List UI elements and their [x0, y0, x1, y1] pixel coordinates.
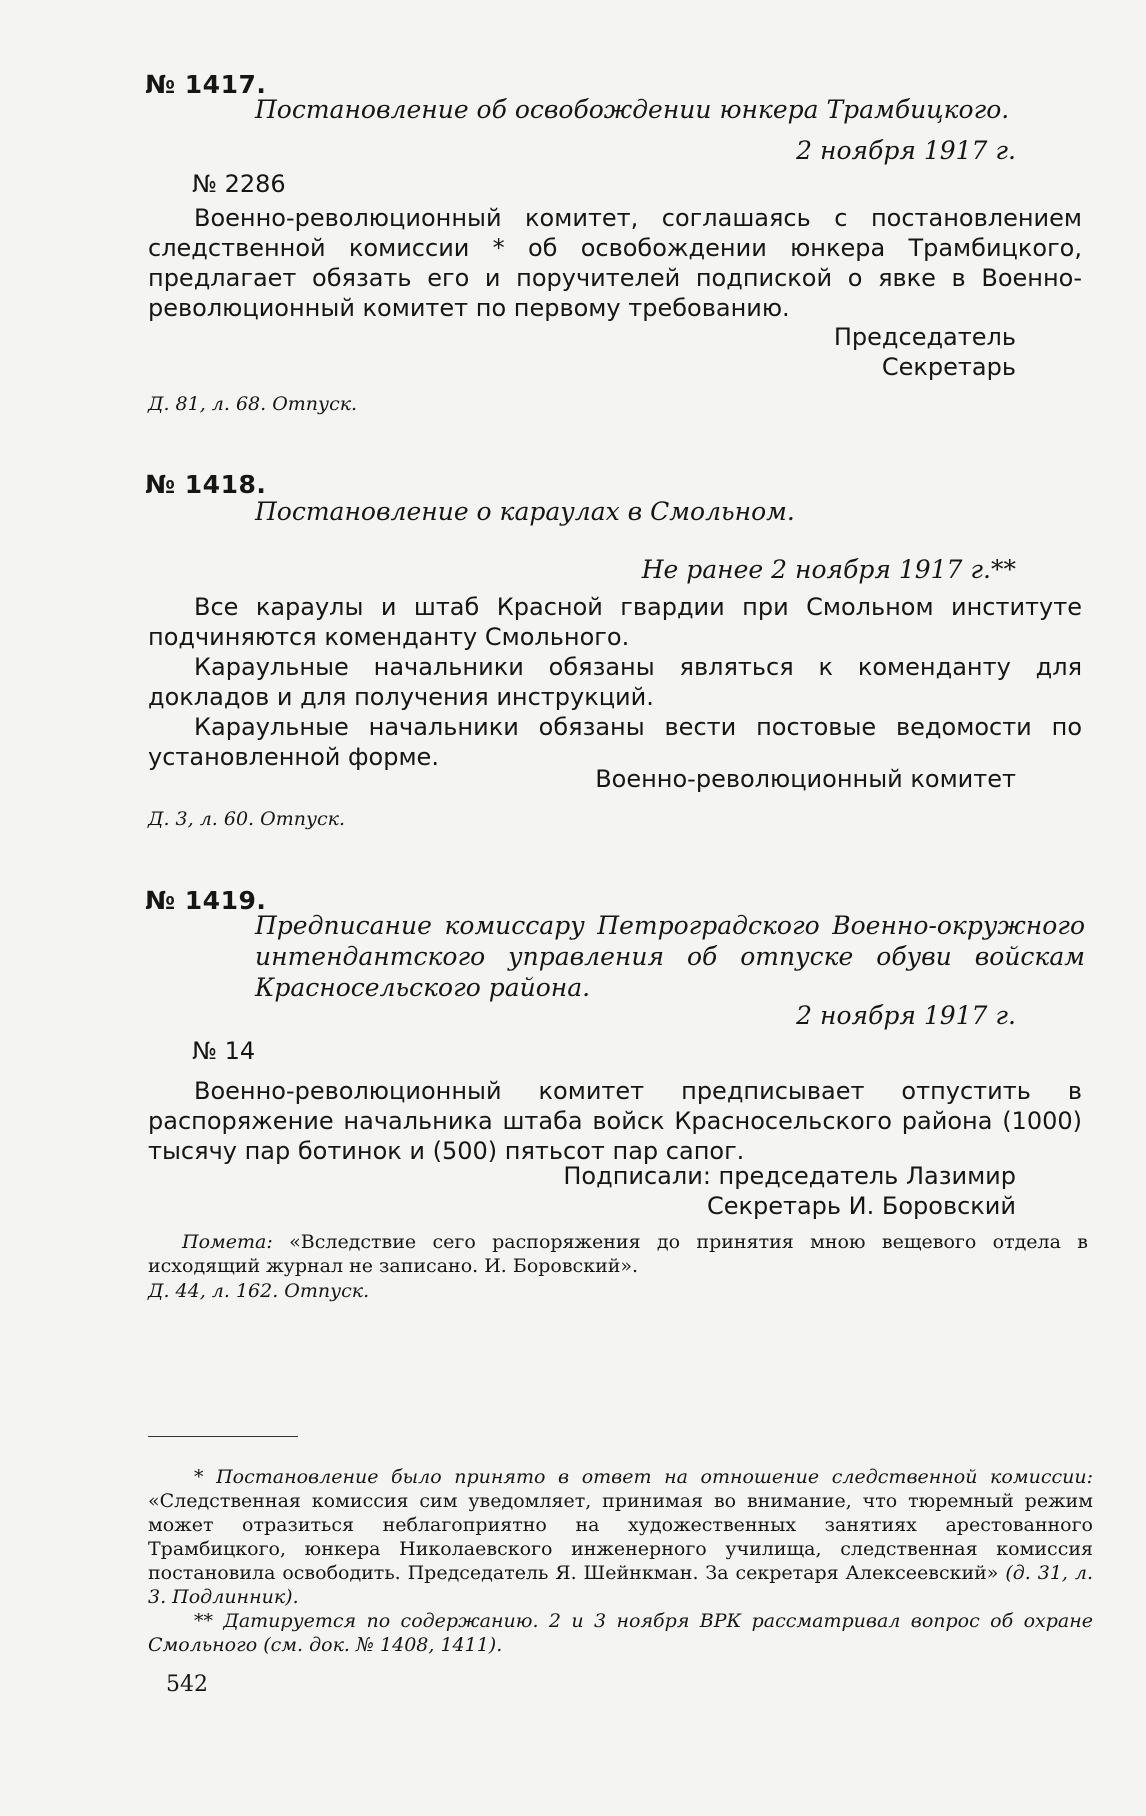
footnote-1: [148, 1465, 1093, 1609]
doc-1418-title: Постановление о караулах в Смольном.: [255, 497, 795, 526]
doc-1418-date: Не ранее 2 ноября 1917 г.**: [641, 555, 1016, 584]
doc-1417-sign-secretary: Секретарь: [881, 353, 1016, 381]
doc-1418-paragraph-1: Все караулы и штаб Красной гвардии при Смольном институте подчиняются коменданту Смольного.: [148, 593, 1082, 651]
doc-1417-sign-chairman: Председатель: [833, 323, 1016, 351]
doc-1418-paragraph-2: Караульные начальники обязаны являться к коменданту для докладов и для получения инструкций.: [148, 653, 1082, 711]
footnote-2: ** Датируется по содержанию. 2 и 3 ноября ВРК рассматривал вопрос об охране Смольного (см. док. № 1408, 1411).: [148, 1610, 1093, 1656]
footnote-divider: [148, 1436, 298, 1437]
doc-1419-sign-signed: Подписали: председатель Лазимир: [563, 1162, 1016, 1190]
doc-1418-paragraph-3: Караульные начальники обязаны вести постовые ведомости по установленной форме.: [148, 713, 1082, 771]
doc-1417-body: [148, 203, 1082, 323]
doc-1418-sign: Военно-революционный комитет: [595, 765, 1016, 793]
doc-1417-body-paragraph: Военно-революционный комитет, соглашаясь с постановлением следственной комиссии * об освобождении юнкера Трамбицкого, предлагает обязать его и поручителей подпиской о явке в Военно-революционный комитет по первому требованию.: [148, 204, 1082, 322]
doc-1417-date: 2 ноября 1917 г.: [796, 136, 1016, 165]
doc-1419-title: Предписание комиссару Петроградского Военно-окружного интендантского управления об отпуске обуви войскам Красносельского района.: [255, 911, 1085, 1002]
doc-1419-number: № 1419.: [145, 886, 267, 915]
doc-1419-date: 2 ноября 1917 г.: [796, 1001, 1016, 1030]
page-number: 542: [166, 1672, 208, 1697]
doc-1419-body: [148, 1076, 1082, 1166]
footnote-1-ref: (д. 31, л. 3. Подлинник).: [148, 1562, 1094, 1608]
doc-1418-body: [148, 592, 1082, 772]
doc-1419-sign-secretary: Секретарь И. Боровский: [706, 1192, 1016, 1220]
footnote-1-quote: «Следственная комиссия сим уведомляет, принимая во внимание, что тюремный режим может отразиться неблагоприятно на художественных занятиях арестованного Трамбицкого, юнкера Николаевского инженерного училища, следственная комиссия постановила освободить. Председатель Я. Шейнкман. За секретаря Алексеевский»: [148, 1490, 1093, 1584]
doc-1419-note-text: «Вследствие сего распоряжения до принятия мною вещевого отдела в исходящий журнал не записано. И. Боровский».: [148, 1231, 1088, 1277]
doc-1419-reference: Д. 44, л. 162. Отпуск.: [148, 1280, 370, 1302]
doc-1418-reference: Д. 3, л. 60. Отпуск.: [148, 808, 346, 830]
doc-1417-reference: Д. 81, л. 68. Отпуск.: [148, 393, 358, 415]
doc-1417-title: Постановление об освобождении юнкера Трамбицкого.: [255, 95, 1010, 124]
doc-1419-note: [148, 1230, 1088, 1278]
doc-1419-sub-number: № 14: [192, 1037, 256, 1065]
doc-1419-body-paragraph: Военно-революционный комитет предписывает отпустить в распоряжение начальника штаба войск Красносельского района (1000) тысячу пар ботинок и (500) пятьсот пар сапог.: [148, 1077, 1082, 1165]
doc-1419-note-label: Помета:: [182, 1231, 273, 1253]
footnotes: [148, 1465, 1093, 1657]
footnote-1-lead: * Постановление было принято в ответ на отношение следственной комиссии:: [194, 1466, 1093, 1488]
doc-1417-number: № 1417.: [145, 70, 267, 99]
doc-1418-number: № 1418.: [145, 470, 267, 499]
doc-1417-sub-number: № 2286: [192, 170, 286, 198]
